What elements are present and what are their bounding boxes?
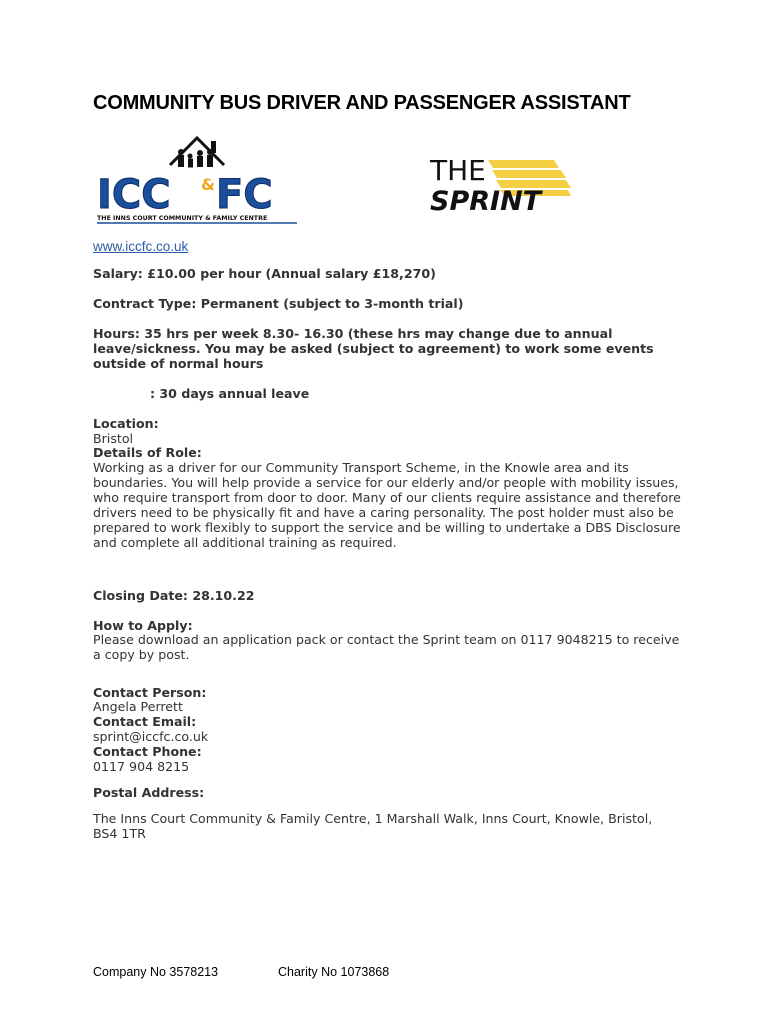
contact-person-label: Contact Person: (93, 685, 207, 700)
details-text: Working as a driver for our Community Transport Scheme, in the Knowle area and its boundaries. You will help provide a service for our elderly and/or people with mobility issues, who require transport from door to door. Many of our clients require assistance and therefore drivers need to be physically fit and have a caring personality. The post holder must also be prepared to work flexibly to support the service and be willing to undertake a DBS Disclosure and complete all additional training as required. (93, 460, 681, 550)
sprint-logo (426, 150, 571, 220)
annual-leave-text: : 30 days annual leave (150, 386, 310, 401)
apply-text: Please download an application pack or contact the Sprint team on 0117 9048215 to receive a copy by post. (93, 632, 680, 662)
company-number: Company No 3578213 (93, 965, 219, 979)
apply-label: How to Apply: (93, 618, 193, 633)
hours-text: Hours: 35 hrs per week 8.30- 16.30 (these hrs may change due to annual leave/sickness. You may be asked (subject to agreement) to work some events outside of normal hours (93, 326, 654, 371)
charity-number: Charity No 1073868 (278, 965, 390, 979)
icc-logo-amp: & (201, 175, 215, 194)
iccfc-logo (95, 130, 300, 225)
contact-email[interactable]: sprint@iccfc.co.uk (93, 729, 209, 744)
contact-person: Angela Perrett (93, 699, 183, 714)
closing-date-text: Closing Date: 28.10.22 (93, 588, 255, 603)
details-label: Details of Role: (93, 445, 202, 460)
icc-logo-right: FC (216, 172, 273, 218)
contact-email-label: Contact Email: (93, 714, 197, 729)
icc-logo-left: ICC (97, 172, 171, 218)
location-value: Bristol (93, 431, 134, 446)
salary-text: Salary: £10.00 per hour (Annual salary £18,270) (93, 266, 436, 281)
page-title: COMMUNITY BUS DRIVER AND PASSENGER ASSISTANT (93, 92, 631, 114)
postal-address-label: Postal Address: (93, 785, 205, 800)
sprint-logo-name: SPRINT (430, 186, 542, 217)
contact-phone: 0117 904 8215 (93, 759, 190, 774)
contact-phone-label: Contact Phone: (93, 744, 202, 759)
website-link[interactable]: www.iccfc.co.uk (93, 239, 189, 254)
icc-logo-subtitle: THE INNS COURT COMMUNITY & FAMILY CENTRE (97, 215, 268, 222)
location-label: Location: (93, 416, 159, 431)
contract-type-text: Contract Type: Permanent (subject to 3-month trial) (93, 296, 464, 311)
postal-address: The Inns Court Community & Family Centre, 1 Marshall Walk, Inns Court, Knowle, Bristol, BS4 1TR (93, 811, 653, 841)
sprint-logo-the: THE (430, 154, 486, 187)
